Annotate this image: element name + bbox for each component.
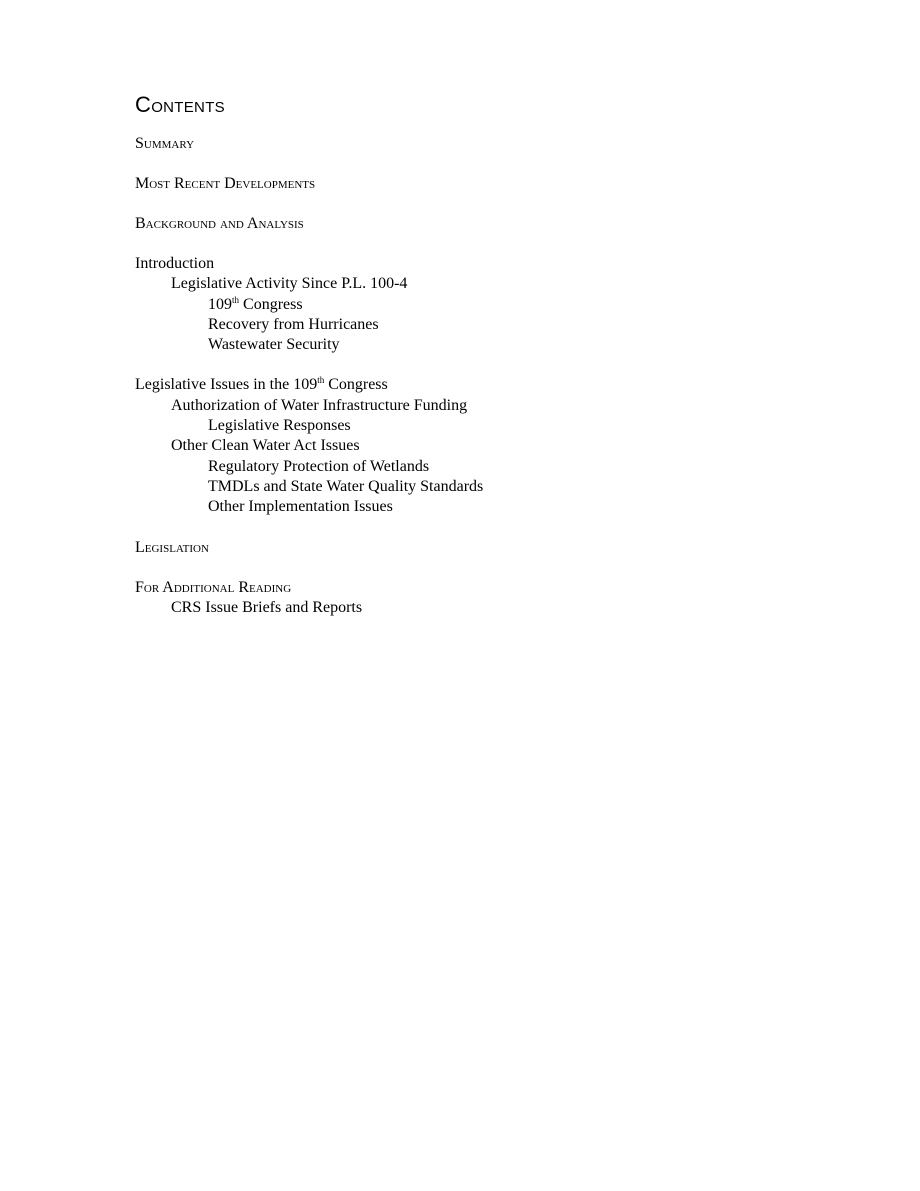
toc-legislative-responses[interactable]: Legislative Responses [208, 417, 351, 435]
toc-background-and-analysis[interactable]: Background and Analysis [135, 215, 304, 232]
toc-introduction[interactable]: Introduction [135, 255, 215, 272]
toc-legislative-issues-group [135, 375, 855, 517]
toc-other-clean-water-act-issues[interactable]: Other Clean Water Act Issues [171, 437, 360, 455]
issues-label-prefix: Legislative Issues in the 109 [135, 376, 318, 394]
congress-number: 109 [208, 295, 232, 313]
toc-regulatory-protection-wetlands[interactable]: Regulatory Protection of Wetlands [208, 457, 430, 475]
toc-109th-congress[interactable] [135, 295, 855, 315]
toc-tmdls-water-quality[interactable]: TMDLs and State Water Quality Standards [208, 477, 484, 495]
toc-legislation[interactable]: Legislation [135, 538, 209, 556]
toc-additional-reading-group [135, 578, 855, 618]
toc-most-recent-developments[interactable]: Most Recent Developments [135, 175, 316, 192]
toc-crs-issue-briefs[interactable]: CRS Issue Briefs and Reports [171, 598, 363, 616]
toc-recovery-from-hurricanes[interactable]: Recovery from Hurricanes [208, 315, 379, 333]
toc-for-additional-reading[interactable]: For Additional Reading [135, 578, 292, 596]
congress-ordinal-suffix: th [232, 294, 240, 305]
toc-other-implementation-issues[interactable]: Other Implementation Issues [208, 498, 393, 516]
congress-word: Congress [239, 295, 303, 313]
issues-ordinal-suffix: th [317, 375, 325, 386]
toc-introduction-group [135, 254, 855, 355]
toc-summary[interactable]: Summary [135, 135, 195, 152]
toc-legislative-activity[interactable]: Legislative Activity Since P.L. 100-4 [171, 275, 408, 293]
toc-wastewater-security[interactable]: Wastewater Security [208, 336, 340, 354]
contents-page [135, 90, 855, 638]
toc-legislative-issues[interactable] [135, 375, 855, 395]
issues-label-rest: Congress [324, 376, 388, 394]
contents-title: Contents [135, 92, 225, 117]
toc-authorization-funding[interactable]: Authorization of Water Infrastructure Funding [171, 396, 468, 414]
